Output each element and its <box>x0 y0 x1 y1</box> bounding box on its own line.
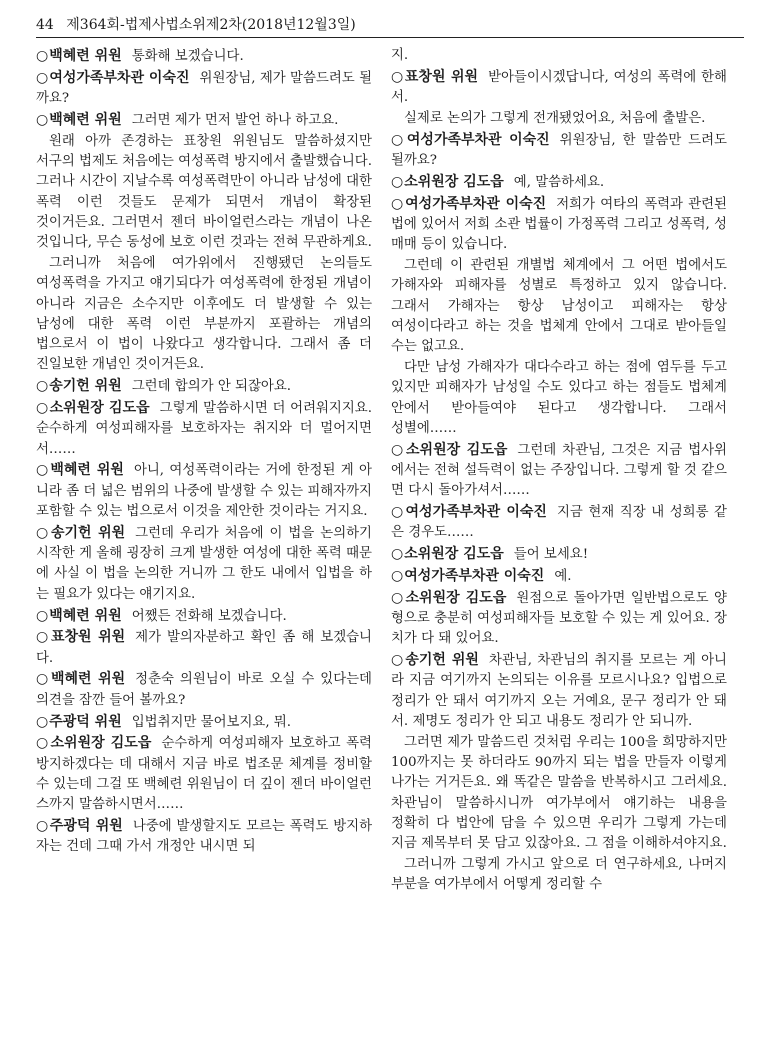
speech-entry <box>391 566 727 587</box>
speech-entry <box>391 502 727 544</box>
paragraph: 그러니까 그렇게 가시고 앞으로 더 연구하세요, 나머지 부분을 여가부에서 어떻게 정리할 수 <box>391 857 727 893</box>
paragraph: 원래 아까 존경하는 표창원 위원님도 말씀하셨지만 서구의 법제도 처음에는 여성폭력 방지에서 출발했습니다. 그러나 시간이 지날수록 여성폭력만이 아니라 남성에 대한 폭력 이런 것들도 문제가 되면서 개념이 확장된 것이거든요. 그러면서 젠더 바이얼런스라는 개념이 나온 것입니다, 무슨 동성에 보호 이런 것과는 전혀 무관하게요. <box>36 133 372 251</box>
speech-entry <box>36 606 372 627</box>
speaker-name: ○ 소위원장 김도읍 <box>36 735 151 751</box>
speech-text: 그러면 제가 먼저 발언 하나 하고요. <box>131 112 339 128</box>
speaker-name: ○ 백혜련 위원 <box>36 112 122 128</box>
speech-entry <box>36 68 372 110</box>
speech-text: 순수하게 여성피해자 보호하고 폭력방지하겠다는 데 대해서 지금 바로 법조문 체계를 정비할 수 있는데 그걸 또 백혜련 위원님이 더 깊이 젠더 바이얼런스까지 말씀하시면서…… <box>36 736 372 813</box>
speech-text: 그렇게 말씀하시면 더 어려워지지요. 순수하게 여성피해자를 보호하자는 취지와 더 멀어지면서…… <box>36 401 372 457</box>
speech-entry <box>36 669 372 711</box>
speaker-name: ○ 표창원 위원 <box>36 629 125 645</box>
paragraph: 실제로 논의가 그렇게 전개됐었어요, 처음에 출발은. <box>404 110 706 126</box>
speech-entry <box>36 376 372 397</box>
speech-text: 정춘숙 의원님이 바로 오실 수 있다는데 의견을 잠깐 들어 볼까요? <box>36 672 372 708</box>
speaker-name: ○ 주광덕 위원 <box>36 818 123 834</box>
speech-text: 예, 말씀하세요. <box>513 174 605 190</box>
speech-entry <box>36 110 372 131</box>
paragraph: 그런데 이 관련된 개별법 체계에서 그 어떤 법에서도 가해자와 피해자를 성별로 특정하고 있지 않습니다. 그래서 가해자는 항상 남성이고 피해자는 항상 여성이다라고 하는 것을 법체계 안에서 그대로 받아들일 수는 없고요. <box>391 257 727 355</box>
speech-text: 차관님, 차관님의 취지를 모르는 게 아니라 지금 여기까지 논의되는 이유를 모르시나요? 입법으로 정리가 안 돼서 여기까지 오는 거예요, 문구 정리가 안 돼서. 제명도 정리가 안 되고 내용도 정리가 안 되니까. <box>391 653 727 729</box>
speech-entry <box>391 130 727 172</box>
speech-entry <box>391 544 727 565</box>
paragraph: 다만 남성 가해자가 대다수라고 하는 점에 염두를 두고 있지만 피해자가 남성일 수도 있다고 하는 점들도 법체계 안에서 받아들여야 된다고 생각합니다. 그래서 성별에…… <box>391 359 727 436</box>
speaker-name: ○ 백혜련 위원 <box>36 48 122 64</box>
speaker-name: ○ 여성가족부차관 이숙진 <box>391 132 550 148</box>
speech-entry <box>36 460 372 522</box>
speech-text: 그런데 우리가 처음에 이 법을 논의하기 시작한 게 올해 굉장히 크게 발생한 여성에 대한 폭력 때문에 사실 이 법을 논의한 거니까 그 한도 내에서 입법을 하는 필요가 있다는 얘기지요. <box>36 525 372 602</box>
speech-text: 저희가 여타의 폭력과 관련된 법에 있어서 저희 소관 법률이 가정폭력 그리고 성폭력, 성매매 등이 있습니다. <box>391 196 727 253</box>
right-column <box>391 46 727 896</box>
speech-entry <box>36 712 372 733</box>
session-title: 제364회-법제사법소위제2차(2018년12월3일) <box>66 17 356 33</box>
speech-entry <box>391 67 727 109</box>
paragraph: 그러니까 처음에 여가위에서 진행됐던 논의들도 여성폭력을 가지고 얘기되다가 여성폭력에 한정된 개념이 아니라 지금은 소수지만 이후에도 더 발생할 수 있는 남성에 대한 폭력 이런 부분까지 포괄하는 개념의 법으로서 이 법이 나왔다고 생각합니다. 그래서 좀 더 진일보한 개념인 것이거든요. <box>36 255 372 373</box>
speaker-name: ○ 백혜련 위원 <box>36 608 122 624</box>
speaker-name: ○ 여성가족부차관 이숙진 <box>391 196 546 212</box>
speech-text: 아니, 여성폭력이라는 거에 한정된 게 아니라 좀 더 넓은 범위의 나중에 발생할 수 있는 피해자까지 포함할 수 있는 법으로서 이것을 제안한 것이라는 거지요. <box>36 463 372 520</box>
left-column <box>36 46 372 858</box>
speech-entry <box>36 816 372 858</box>
speech-text: 나중에 발생할지도 모르는 폭력도 방지하자는 건데 그때 가서 개정안 내시면 되 <box>36 818 372 855</box>
speech-entry <box>391 172 727 193</box>
speech-entry <box>36 733 372 815</box>
speech-entry <box>391 650 727 732</box>
speaker-name: ○ 송기헌 위원 <box>391 652 479 668</box>
speaker-name: ○ 여성가족부차관 이숙진 <box>391 568 544 584</box>
speaker-name: ○ 소위원장 김도읍 <box>391 442 507 458</box>
speech-text: 위원장님, 한 말씀만 드려도 될까요? <box>391 132 727 168</box>
speech-text: 통화해 보겠습니다. <box>131 49 244 64</box>
speech-text: 제가 발의자분하고 확인 좀 해 보겠습니다. <box>36 630 372 666</box>
speech-text: 그런데 차관님, 그것은 지금 법사위에서는 전혀 설득력이 없는 주장입니다. 그렇게 할 것 같으면 다시 돌아가셔서…… <box>391 442 727 499</box>
speech-entry <box>36 523 372 605</box>
speech-entry <box>391 588 727 650</box>
speech-text: 위원장님, 제가 말씀드려도 될까요? <box>36 70 373 107</box>
speech-entry <box>36 46 372 67</box>
speaker-name: ○ 소위원장 김도읍 <box>391 590 506 606</box>
paragraph: 그러면 제가 말씀드린 것처럼 우리는 100을 희망하지만 100까지는 못 하더라도 90까지 되는 법을 만들자 이렇게 나가는 거거든요. 왜 똑같은 말씀을 반복하시고 그러세요. 차관님이 말씀하시니까 여가부에서 얘기하는 내용을 정확히 다 법안에 담을 수 있으면 우리가 그렇게 가는데 지금 제목부터 못 담고 있잖아요. 그 점을 이해하셔야지요. <box>391 734 727 852</box>
speaker-name: ○ 백혜련 위원 <box>36 671 125 687</box>
page-number: 44 <box>36 17 54 33</box>
header-divider <box>36 37 744 38</box>
speaker-name: ○ 송기헌 위원 <box>36 525 125 541</box>
speech-text: 들어 보세요! <box>513 547 589 563</box>
speaker-name: ○ 여성가족부차관 이숙진 <box>391 504 547 520</box>
speech-text: 지금 현재 직장 내 성희롱 같은 경우도…… <box>391 505 727 541</box>
speech-entry <box>36 398 372 460</box>
speaker-name: ○ 소위원장 김도읍 <box>36 400 150 416</box>
speech-text: 그런데 합의가 안 되잖아요. <box>131 379 292 395</box>
speaker-name: ○ 표창원 위원 <box>391 69 478 85</box>
speech-text: 원점으로 돌아가면 일반법으로도 양형으로 충분히 여성피해자들 보호할 수 있는 게 있어요. 장치가 다 돼 있어요. <box>391 590 727 647</box>
speaker-name: ○ 백혜련 위원 <box>36 462 124 478</box>
speech-text: 어쨌든 전화해 보겠습니다. <box>131 608 287 624</box>
speaker-name: ○ 소위원장 김도읍 <box>391 174 504 190</box>
speech-entry <box>391 194 727 256</box>
speaker-name: ○ 소위원장 김도읍 <box>391 546 504 562</box>
speech-text: 받아들이시겠답니다, 여성의 폭력에 한해서. <box>391 69 727 106</box>
speaker-name: ○ 송기헌 위원 <box>36 378 122 394</box>
speech-entry <box>36 627 372 669</box>
speech-text: 입법취지만 물어보지요, 뭐. <box>131 714 292 730</box>
continued-text: 지. <box>391 48 409 63</box>
speaker-name: ○ 주광덕 위원 <box>36 714 122 730</box>
speaker-name: ○ 여성가족부차관 이숙진 <box>36 70 190 86</box>
speech-entry <box>391 440 727 502</box>
speech-text: 예. <box>554 568 572 584</box>
